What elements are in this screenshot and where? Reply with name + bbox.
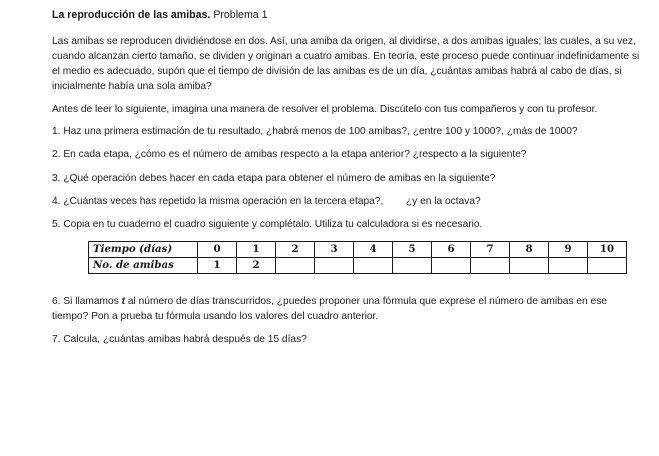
row-label-amibas: No. de amibas	[89, 257, 198, 273]
day-cell: 0	[198, 241, 237, 257]
question-3: 3. ¿Qué operación debes hacer en cada etapa para obtener el número de amibas en la siguiente?	[52, 172, 496, 184]
amibas-cell: 2	[237, 257, 276, 273]
page-title	[52, 10, 645, 21]
question-6	[52, 294, 645, 325]
row-label-days: Tiempo (días)	[89, 241, 198, 257]
day-cell: 5	[393, 241, 432, 257]
amibas-cell: 1	[198, 257, 237, 273]
day-cell: 10	[588, 241, 627, 257]
day-cell: 3	[315, 241, 354, 257]
question-4: 4. ¿Cuántas veces has repetido la misma operación en la tercera etapa?, ¿y en la octava?	[52, 195, 481, 207]
question-6-end: al número de días transcurridos, ¿puedes proponer una fórmula que exprese el número de amibas en ese tiempo? Pon a prueba tu fórmula usando los valores del cuadro anterior.	[52, 295, 607, 322]
title-bold: La reproducción de las amibas.	[52, 9, 211, 21]
question-7: 7. Calcula, ¿cuántas amibas habrá después de 15 días?	[52, 334, 307, 346]
amibas-table	[88, 241, 627, 274]
question-1: 1. Haz una primera estimación de tu resultado, ¿habrá menos de 100 amibas?, ¿entre 100 y 1000?, ¿más de 1000?	[52, 126, 578, 138]
amibas-cell	[432, 257, 471, 273]
amibas-cell	[393, 257, 432, 273]
title-rest: Problema 1	[210, 9, 268, 21]
question-5: 5. Copia en tu cuaderno el cuadro siguiente y complétalo. Utiliza tu calculadora si es necesario.	[52, 219, 483, 231]
table-row-amibas	[89, 257, 627, 273]
day-cell: 9	[549, 241, 588, 257]
question-6-start: 6. Si llamamos	[52, 295, 122, 307]
variable-t: t	[121, 295, 126, 307]
amibas-cell	[471, 257, 510, 273]
amibas-cell	[588, 257, 627, 273]
amibas-cell	[276, 257, 315, 273]
day-cell: 6	[432, 241, 471, 257]
intro-paragraph: Las amibas se reproducen dividiéndose en dos. Así, una amiba da origen, al dividirse, a dos amibas iguales; las cuales, a su vez, cuando alcanzan cierto tamaño, se dividen y originan a cuatro amibas. En teoría, este proceso puede continuar indefinidamente si el medio es adecuado, supón que el tiempo de división de las amibas es de un día, ¿cuántas amibas habrá al cabo de días, si inicialmente había una sola amiba?	[52, 35, 640, 93]
day-cell: 2	[276, 241, 315, 257]
amibas-cell	[510, 257, 549, 273]
amibas-cell	[354, 257, 393, 273]
table-row-days	[89, 241, 627, 257]
amibas-cell	[549, 257, 588, 273]
day-cell: 7	[471, 241, 510, 257]
instructions-paragraph: Antes de leer lo siguiente, imagina una manera de resolver el problema. Discútelo con tus compañeros y con tu profesor.	[52, 103, 598, 115]
question-2: 2. En cada etapa, ¿cómo es el número de amibas respecto a la etapa anterior? ¿respecto a la siguiente?	[52, 149, 527, 161]
day-cell: 1	[237, 241, 276, 257]
amibas-cell	[315, 257, 354, 273]
day-cell: 8	[510, 241, 549, 257]
day-cell: 4	[354, 241, 393, 257]
